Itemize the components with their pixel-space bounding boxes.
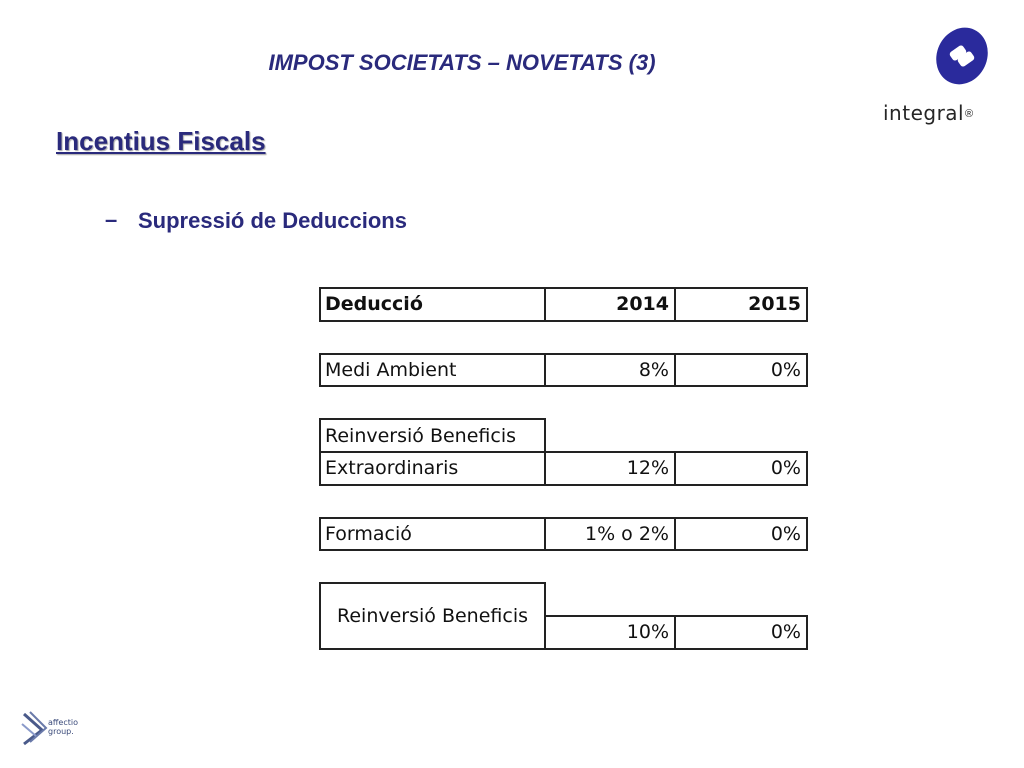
row-reinversio-extra-2015: 0% — [674, 451, 808, 486]
row-reinversio-extra-label-1: Reinversió Beneficis — [319, 418, 546, 453]
integral-logo — [878, 26, 990, 130]
integral-logo-word: integral — [883, 101, 965, 125]
slide-title: IMPOST SOCIETATS – NOVETATS (3) — [268, 50, 656, 75]
bullet-dash: – — [105, 207, 118, 232]
affectio-logo-group: group. — [48, 727, 74, 736]
header-2015: 2015 — [674, 287, 808, 322]
registered-mark: ® — [965, 108, 974, 120]
integral-logo-icon — [936, 26, 988, 86]
row-formacio-2014: 1% o 2% — [544, 517, 676, 551]
section-heading: Incentius Fiscals — [56, 126, 266, 156]
row-reinversio-label: Reinversió Beneficis — [319, 582, 546, 650]
row-medi-ambient-2014: 8% — [544, 353, 676, 387]
header-deduccio: Deducció — [319, 287, 546, 322]
row-reinversio-2014: 10% — [544, 615, 676, 650]
row-medi-ambient-2015: 0% — [674, 353, 808, 387]
bullet-text: Supressió de Deduccions — [138, 208, 407, 233]
affectio-logo-word: affectio — [48, 718, 78, 727]
row-formacio-label: Formació — [319, 517, 546, 551]
row-reinversio-2015: 0% — [674, 615, 808, 650]
row-medi-ambient-label: Medi Ambient — [319, 353, 546, 387]
header-2014: 2014 — [544, 287, 676, 322]
row-formacio-2015: 0% — [674, 517, 808, 551]
row-reinversio-extra-label-2: Extraordinaris — [319, 451, 546, 486]
row-reinversio-extra-2014: 12% — [544, 451, 676, 486]
